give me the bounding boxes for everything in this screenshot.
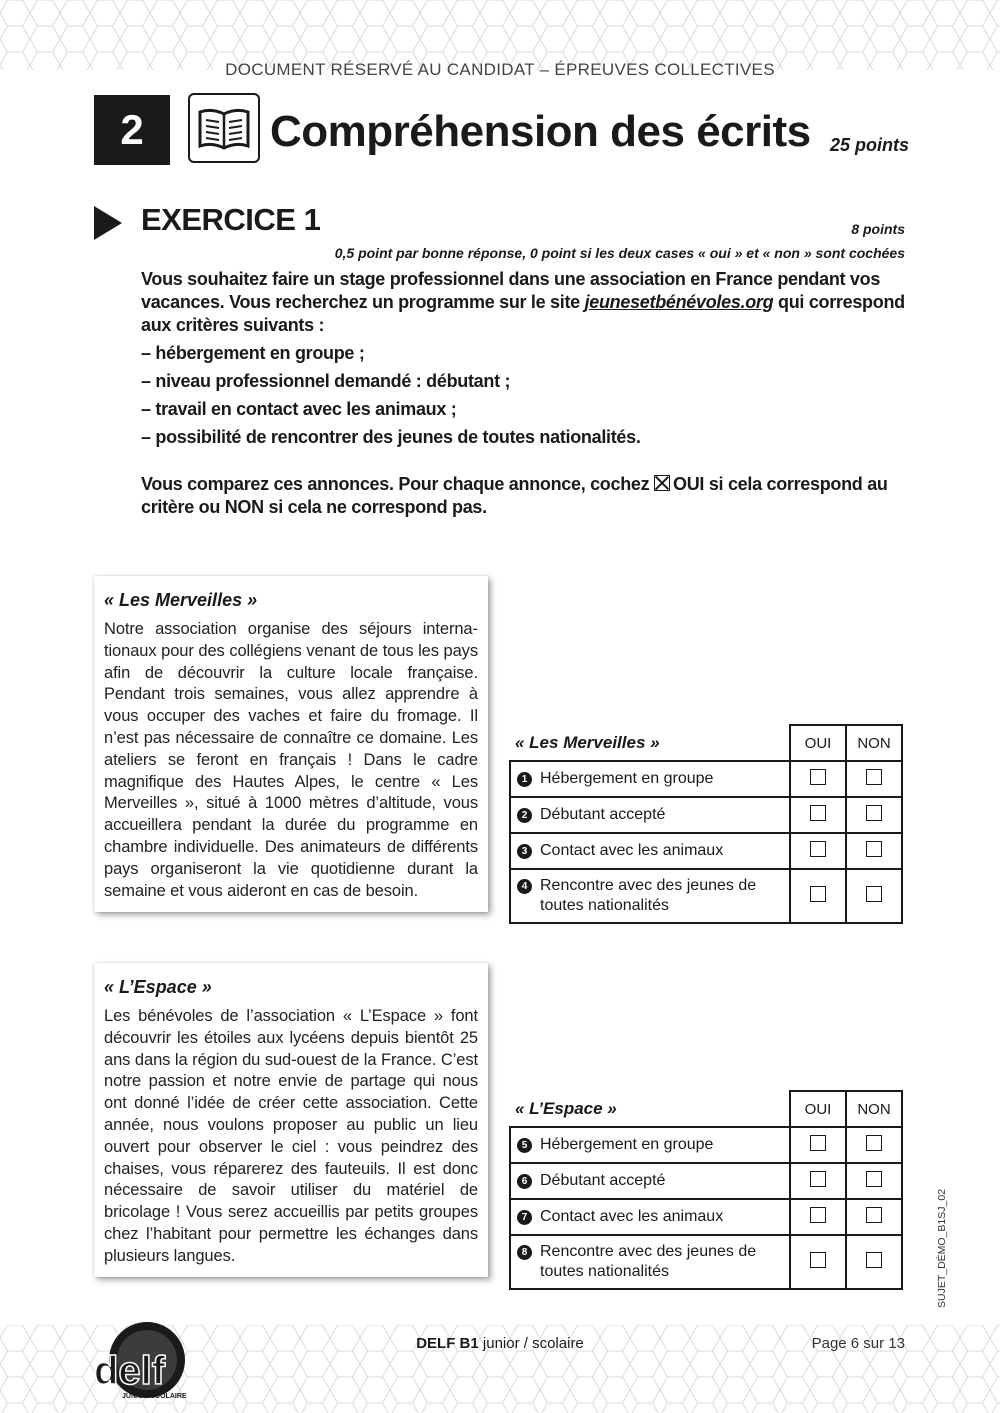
exercise-title: EXERCICE 1 — [141, 202, 321, 237]
table-row — [510, 797, 902, 833]
question-number: 5 — [517, 1138, 532, 1153]
exercise-points: 8 points — [851, 221, 905, 237]
checkbox-oui[interactable] — [810, 1252, 826, 1268]
instructions — [141, 268, 911, 519]
column-oui: OUI — [790, 1091, 846, 1127]
criterion: – possibilité de rencontrer des jeunes de toutes nationalités. — [141, 427, 641, 447]
delf-logo — [92, 1318, 187, 1403]
table-title: « L’Espace » — [510, 1091, 790, 1127]
checkbox-oui[interactable] — [810, 841, 826, 857]
checkbox-non[interactable] — [866, 1171, 882, 1187]
reserved-banner: DOCUMENT RÉSERVÉ AU CANDIDAT – ÉPREUVES COLLECTIVES — [225, 60, 775, 79]
criterion: – hébergement en groupe ; — [141, 343, 365, 363]
document-code: SUJET_DÉMO_B1SJ_02 — [936, 1188, 948, 1308]
checkbox-non[interactable] — [866, 1207, 882, 1223]
checkbox-non[interactable] — [866, 886, 882, 902]
question-label: Débutant accepté — [540, 1172, 666, 1189]
question-number: 3 — [517, 844, 532, 859]
checkbox-non[interactable] — [866, 1135, 882, 1151]
logo-subtext: JUNIOR SCOLAIRE — [122, 1393, 187, 1400]
compare-paragraph: Vous comparez ces annonces. Pour chaque annonce, cochez OUI si cela correspond au critère ou NON si cela ne correspond pas. — [141, 474, 888, 517]
play-arrow-icon — [94, 206, 122, 240]
question-label: Contact avec les animaux — [540, 1208, 724, 1225]
ad-title: « L’Espace » — [104, 977, 212, 997]
table-row — [510, 761, 902, 797]
table-row — [510, 833, 902, 869]
exercise-scoring: 0,5 point par bonne réponse, 0 point si les deux cases « oui » et « non » sont cochées — [334, 245, 905, 261]
ad-text: Les bénévoles de l’association « L’Espace » font découvrir les étoiles aux lycéens depuis bientôt 25 ans dans la région du sud-ouest de la France. C’est notre passion et notre envie de partage qui nous ont donné l’idée de créer cette association. Cette année, nous voulons proposer au public un lieu ouvert pour observer le ciel : vous peindrez des chaises, vous réparerez des fauteuils. Il est donc nécessaire de savoir utiliser du matériel de bricolage ! Vous serez accueillis par petits groupes chez l’habitant pour permettre les échanges dans plusieurs langues. — [104, 1007, 478, 1265]
ad-text: Notre association organise des séjours internationaux pour des collégiens venant de tous les pays afin de découvrir la culture locale française. Pendant trois semaines, vous allez apprendre à vous occuper des vaches et faire du fromage. Il n’est pas nécessaire de connaître ce domaine. Les ateliers se feront en français ! Dans le cadre magnifique des Hautes Alpes, le centre « Les Merveilles », situé à 1000 mètres d’altitude, vous accueillera pendant la durée du programme en chambre individuelle. Des animateurs de différents pays organiseront la vie quotidienne durant la semaine et vous aideront en cas de besoin. — [104, 620, 478, 900]
column-oui: OUI — [790, 725, 846, 761]
checkbox-oui[interactable] — [810, 805, 826, 821]
open-book-icon — [188, 93, 260, 163]
checkbox-oui[interactable] — [810, 1135, 826, 1151]
column-non: NON — [846, 725, 902, 761]
section-points: 25 points — [830, 135, 910, 155]
checkbox-oui[interactable] — [810, 769, 826, 785]
footer-exam: DELF B1 junior / scolaire — [416, 1335, 584, 1352]
checkbox-oui[interactable] — [810, 1207, 826, 1223]
criterion: – niveau professionnel demandé : débutant ; — [141, 371, 511, 391]
answer-table — [509, 1090, 903, 1290]
table-row — [510, 1127, 902, 1163]
checkbox-oui[interactable] — [810, 886, 826, 902]
question-label: Contact avec les animaux — [540, 842, 724, 859]
column-non: NON — [846, 1091, 902, 1127]
checkbox-oui[interactable] — [810, 1171, 826, 1187]
checked-box-icon — [654, 475, 670, 491]
intro-paragraph: Vous souhaitez faire un stage professionnel dans une association en France pendant vos vacances. Vous recherchez un programme sur le site jeunesetbénévoles.org qui correspond aux critères suivants : — [141, 269, 905, 335]
question-number: 6 — [517, 1174, 532, 1189]
table-row — [510, 869, 902, 923]
checkbox-non[interactable] — [866, 1252, 882, 1268]
question-label: Hébergement en groupe — [540, 770, 714, 787]
table-title: « Les Merveilles » — [510, 725, 790, 761]
site-link[interactable]: jeunesetbénévoles.org — [584, 292, 774, 312]
checkbox-non[interactable] — [866, 769, 882, 785]
question-label: Rencontre avec des jeunes de toutes nationalités — [540, 877, 757, 914]
criteria-list — [141, 342, 911, 449]
question-number: 1 — [517, 772, 532, 787]
question-label: Hébergement en groupe — [540, 1136, 714, 1153]
section-title: Compréhension des écrits — [270, 107, 811, 156]
ad-card — [94, 963, 488, 1277]
page-number: Page 6 sur 13 — [811, 1335, 905, 1352]
question-number: 7 — [517, 1210, 532, 1225]
ad-title: « Les Merveilles » — [104, 590, 258, 610]
table-row — [510, 1235, 902, 1289]
section-number: 2 — [94, 95, 170, 165]
ad-card — [94, 576, 488, 912]
question-label: Rencontre avec des jeunes de toutes nationalités — [540, 1243, 757, 1280]
criterion: – travail en contact avec les animaux ; — [141, 399, 457, 419]
question-number: 4 — [517, 879, 532, 894]
checkbox-non[interactable] — [866, 805, 882, 821]
table-row — [510, 1199, 902, 1235]
table-row — [510, 1163, 902, 1199]
question-number: 8 — [517, 1245, 532, 1260]
question-label: Débutant accepté — [540, 806, 666, 823]
answer-table — [509, 724, 903, 924]
question-number: 2 — [517, 808, 532, 823]
logo-text: delf — [94, 1349, 166, 1393]
checkbox-non[interactable] — [866, 841, 882, 857]
